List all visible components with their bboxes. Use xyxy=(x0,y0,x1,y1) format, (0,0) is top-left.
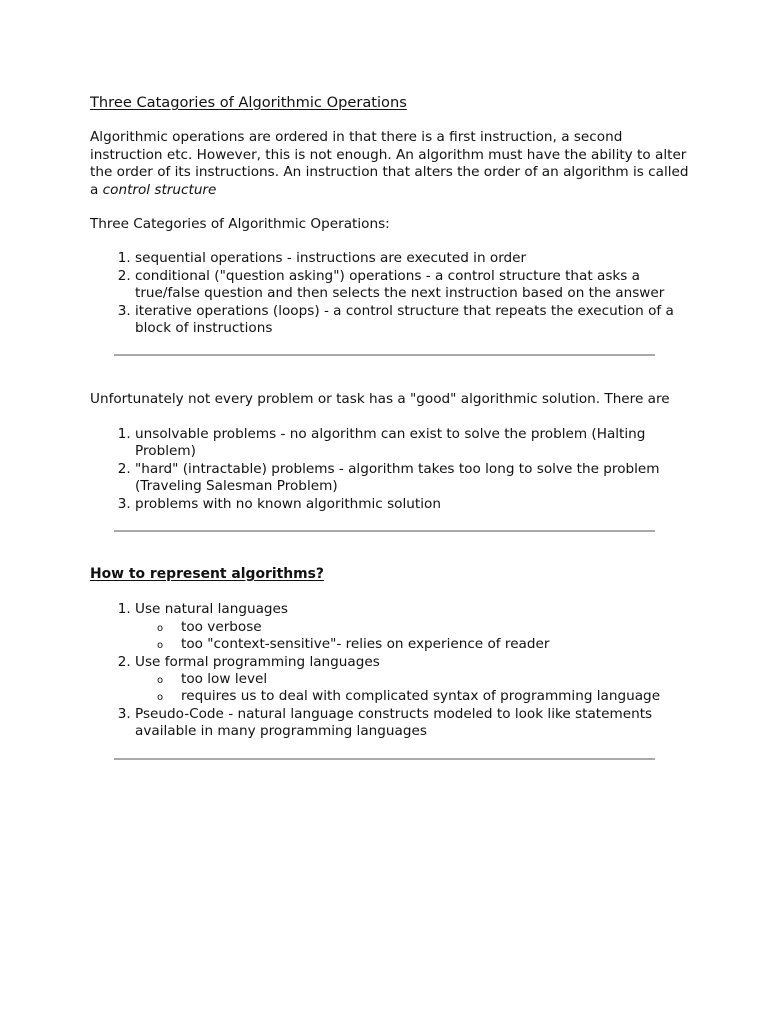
horizontal-rule xyxy=(114,758,655,760)
list-item xyxy=(135,706,690,741)
intro-paragraph xyxy=(90,129,690,199)
sub-list-item xyxy=(157,670,690,688)
sub-list xyxy=(135,671,690,706)
list-item-label: Use formal programming languages xyxy=(135,653,380,670)
circle-bullet-icon: o xyxy=(157,692,164,704)
list-item: 2. conditional ("question asking") operations - a control structure that asks a true/false question and then selects the next instruction based on the answer xyxy=(135,268,690,303)
list-item: 2. "hard" (intractable) problems - algorithm takes too long to solve the problem (Traveling Salesman Problem) xyxy=(135,461,690,496)
sub-list xyxy=(135,619,690,654)
sub-list-item xyxy=(157,688,690,705)
categories-list xyxy=(90,250,690,337)
document-page xyxy=(90,94,690,760)
circle-bullet-icon: o xyxy=(157,640,164,652)
list-item xyxy=(135,654,690,706)
sub-list-item-text: too "context-sensitive"- relies on experience of reader xyxy=(181,636,550,653)
circle-bullet-icon: o xyxy=(157,674,164,686)
list-item: 1. sequential operations - instructions are executed in order xyxy=(135,250,690,267)
list-item: 3. iterative operations (loops) - a control structure that repeats the execution of a block of instructions xyxy=(135,303,690,338)
intro-text: Algorithmic operations are ordered in that there is a first instruction, a second instruction etc. However, this is not enough. An algorithm must have the ability to alter the order of its instructions. An instruction that alters the order of an algorithm is called a xyxy=(90,129,689,198)
representation-list xyxy=(90,601,690,740)
sub-list-item-text: requires us to deal with complicated syntax of programming language xyxy=(181,688,661,705)
intro-italic-term: control structure xyxy=(102,181,217,198)
circle-bullet-icon: o xyxy=(157,622,164,634)
problems-list xyxy=(90,426,690,513)
sub-list-item xyxy=(157,618,690,636)
list-item xyxy=(135,601,690,653)
list-item: 3. problems with no known algorithmic solution xyxy=(135,496,690,513)
sub-list-item-text: too low level xyxy=(181,670,268,687)
section-title-represent-algorithms: How to represent algorithms? xyxy=(90,565,324,582)
list-item: 1. unsolvable problems - no algorithm can exist to solve the problem (Halting Problem) xyxy=(135,426,690,461)
section-title-algorithmic-operations: Three Catagories of Algorithmic Operations xyxy=(90,94,407,111)
list-item-label: Pseudo-Code - natural language constructs modeled to look like statements available in many programming languages xyxy=(135,705,653,740)
sub-list-item-text: too verbose xyxy=(181,618,262,635)
list-item-label: Use natural languages xyxy=(135,601,288,618)
categories-heading: Three Categories of Algorithmic Operations: xyxy=(90,216,390,233)
sub-list-item xyxy=(157,636,690,653)
problems-intro-paragraph: Unfortunately not every problem or task has a "good" algorithmic solution. There are xyxy=(90,391,670,408)
